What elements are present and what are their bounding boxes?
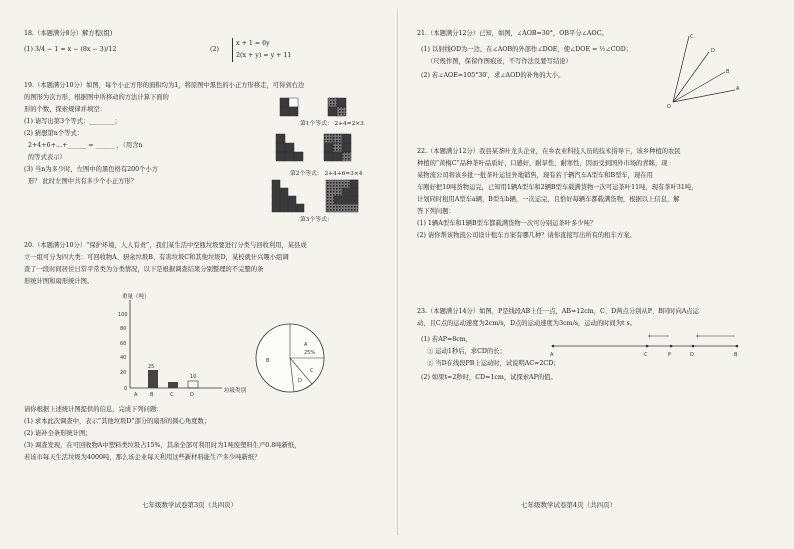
fig23-label-C: C bbox=[644, 352, 648, 358]
q18-header: 18.（本题满分8分）解方程(组) bbox=[24, 30, 113, 37]
left-page: 18.（本题满分8分）解方程(组) (1) 3/4 − 1 = x − (8x − 3)/12 (2) x + 1 = 6y 2(x + y) = y + 11 19.（本题满分10分）如图，每个小正方形的面积均为1，将原图中黑色的小正方形移走，可得到右边 的图形为次方形，根据图中所移动的方法计算下面的 形的个数，探索规律并填空： (1) 请写出第3个等式：________； (2) 猜想第n个等式： 2+4+6+…+______ = ______ ，（用含n 的等式表示） (3) 当n为多少时，左图中的黑色格有200个小方 形？ 此时左图中共有多少个小正方形？ 第1个等式： 2+4=2×3 第2个等式： 2+4+6=3×4 第3个等式： 20.（本题满分10分）“保护环境，人人有责”，我们某生活中空瓶垃圾要进行分类与回收利用，某县成 立一组可分为四大类：可回收物A、厨余垃圾B、有害垃圾C和其他垃圾D，某校就什兴趣小组调 查了一段时间居住日常平常类为分类情况，以下是根据调查结果分别整理的不完整的条 形统计图和扇形统计图。 100 80 60 40 20 0 A B C D 25 10 重量（吨） 垃圾类别 B A 25% C D 请你根据上述统计图提供的信息，完成下列问题： (1) 求本此次调查中，表示“其他垃圾D”部分的扇形的圆心角度数； (2) 请补全条形统计图； (3) 调查发现，在可回收物A中塑料类垃圾占15%，其余全部可利用时为1吨废塑料生产0.8吨新纸， 若该市每天生活垃圾为4000吨，那么该企业每天利用这些新材料能生产多少吨新纸？ 七年级数学试卷第3页（共四页） bbox=[0, 0, 397, 549]
pie-label-B: B bbox=[266, 358, 270, 364]
pie-label-pct: 25% bbox=[304, 350, 316, 356]
bar-label-25: 25 bbox=[148, 364, 155, 370]
x-label-C: C bbox=[170, 392, 174, 398]
bar-d bbox=[188, 381, 198, 388]
x-label-D: D bbox=[190, 392, 194, 398]
q19-pattern-figures bbox=[270, 92, 380, 232]
left-footer: 七年级数学试卷第3页（共四页） bbox=[142, 501, 238, 509]
y-tick-20: 20 bbox=[120, 370, 127, 376]
y-tick-40: 40 bbox=[120, 355, 127, 361]
y-tick-0: 0 bbox=[124, 386, 128, 392]
right-page: 21.（本题满分12分）已知，如图，∠AOB=30°，OB平分∠AOC。 (1) 以射线OD为一边，在∠AOB的外部作∠DOE，使∠DOE = ½∠COD； （尺规作图，保留作图痕迹，不写作法及要写结论） (2) 若∠AOE=105°30′，求∠AOD的补角的大小。 C D B A O 22.（本题满分12分）我县某茶叶龙头企业，在乡农业科技人员的技术指导下，该乡种植的农民 种植的“黄梅C”品种茶叶品质好、口感好，耐旱性、耐寒性，因而受到国外市场的青睐，现 某物流公司将该乡批一批茶叶运往外地销售，现有若干辆汽车A型车和B型车，现在用 车刚好把10吨货物运完，已知用1辆A型车和2辆B型车载满货物一次可运茶叶11吨，现有茶叶31吨， 计划同时租用A型车a辆，B型车b辆，一次运完，且恰好每辆车都载满货物，根据以上信息，解 答下列问题： (1) 1辆A型车和1辆B型车都载满货物一次可分别运茶叶多少吨？ (2) 请你帮该物流公司设计租车方案有哪几种？请你直接写出所有的租车方案。 23.（本题满分14分）如图，P是线段AB上任一点，AB=12cm，C、D两点分别从P、B同时向A点运 动，且C点的运动速度为2cm/s，D点的运动速度为3cm/s，运动的时间为t s。 (1) 若AP=8cm， ① 运动1秒后，求CD的长； ② 当D在线段PB上运动时，试说明AC=2CD； (2) 如果t=2秒时，CD=1cm，试探索AP的值。 A C P D B 七年级数学试卷第4页（共四页） bbox=[397, 0, 794, 549]
fig21-label-A: A bbox=[736, 86, 740, 92]
chart-ylabel: 重量（吨） bbox=[122, 294, 150, 300]
fig21-label-C: C bbox=[690, 34, 694, 40]
fig21-label-O: O bbox=[667, 104, 671, 110]
right-footer: 七年级数学试卷第4页（共四页） bbox=[521, 501, 617, 509]
bar-label-10: 10 bbox=[190, 374, 197, 380]
x-label-B: B bbox=[150, 392, 154, 398]
q19-caption-1: 第1个等式： 2+4=2×3 bbox=[300, 121, 364, 127]
fig21-label-B: B bbox=[726, 69, 730, 75]
pie-label-D: D bbox=[298, 378, 302, 384]
q20-pie-chart bbox=[250, 318, 330, 398]
fig23-label-A: A bbox=[550, 352, 554, 358]
y-tick-80: 80 bbox=[120, 326, 127, 332]
bar-c bbox=[168, 382, 178, 388]
chart-xlabel: 垃圾类别 bbox=[224, 388, 247, 394]
fig23-label-D: D bbox=[690, 352, 694, 358]
q18-eq1: (1) 3/4 − 1 = x − (8x − 3)/12 bbox=[24, 46, 117, 53]
q19-caption-3: 第3个等式： bbox=[300, 217, 333, 223]
fig21-label-D: D bbox=[711, 48, 715, 54]
y-tick-60: 60 bbox=[120, 341, 127, 347]
fig23-label-B: B bbox=[734, 352, 738, 358]
pie-label-C: C bbox=[310, 368, 314, 374]
q20-bar-chart bbox=[110, 292, 240, 402]
bar-b bbox=[148, 370, 158, 388]
fig23-label-P: P bbox=[668, 352, 672, 358]
pie-label-A: A bbox=[304, 342, 308, 348]
q23-segment-figure bbox=[547, 330, 747, 360]
q19-caption-2: 第2个等式： 2+4+6=3×4 bbox=[290, 171, 363, 177]
q21-angle-figure bbox=[663, 30, 743, 110]
y-tick-100: 100 bbox=[118, 312, 128, 318]
x-label-A: A bbox=[134, 392, 138, 398]
